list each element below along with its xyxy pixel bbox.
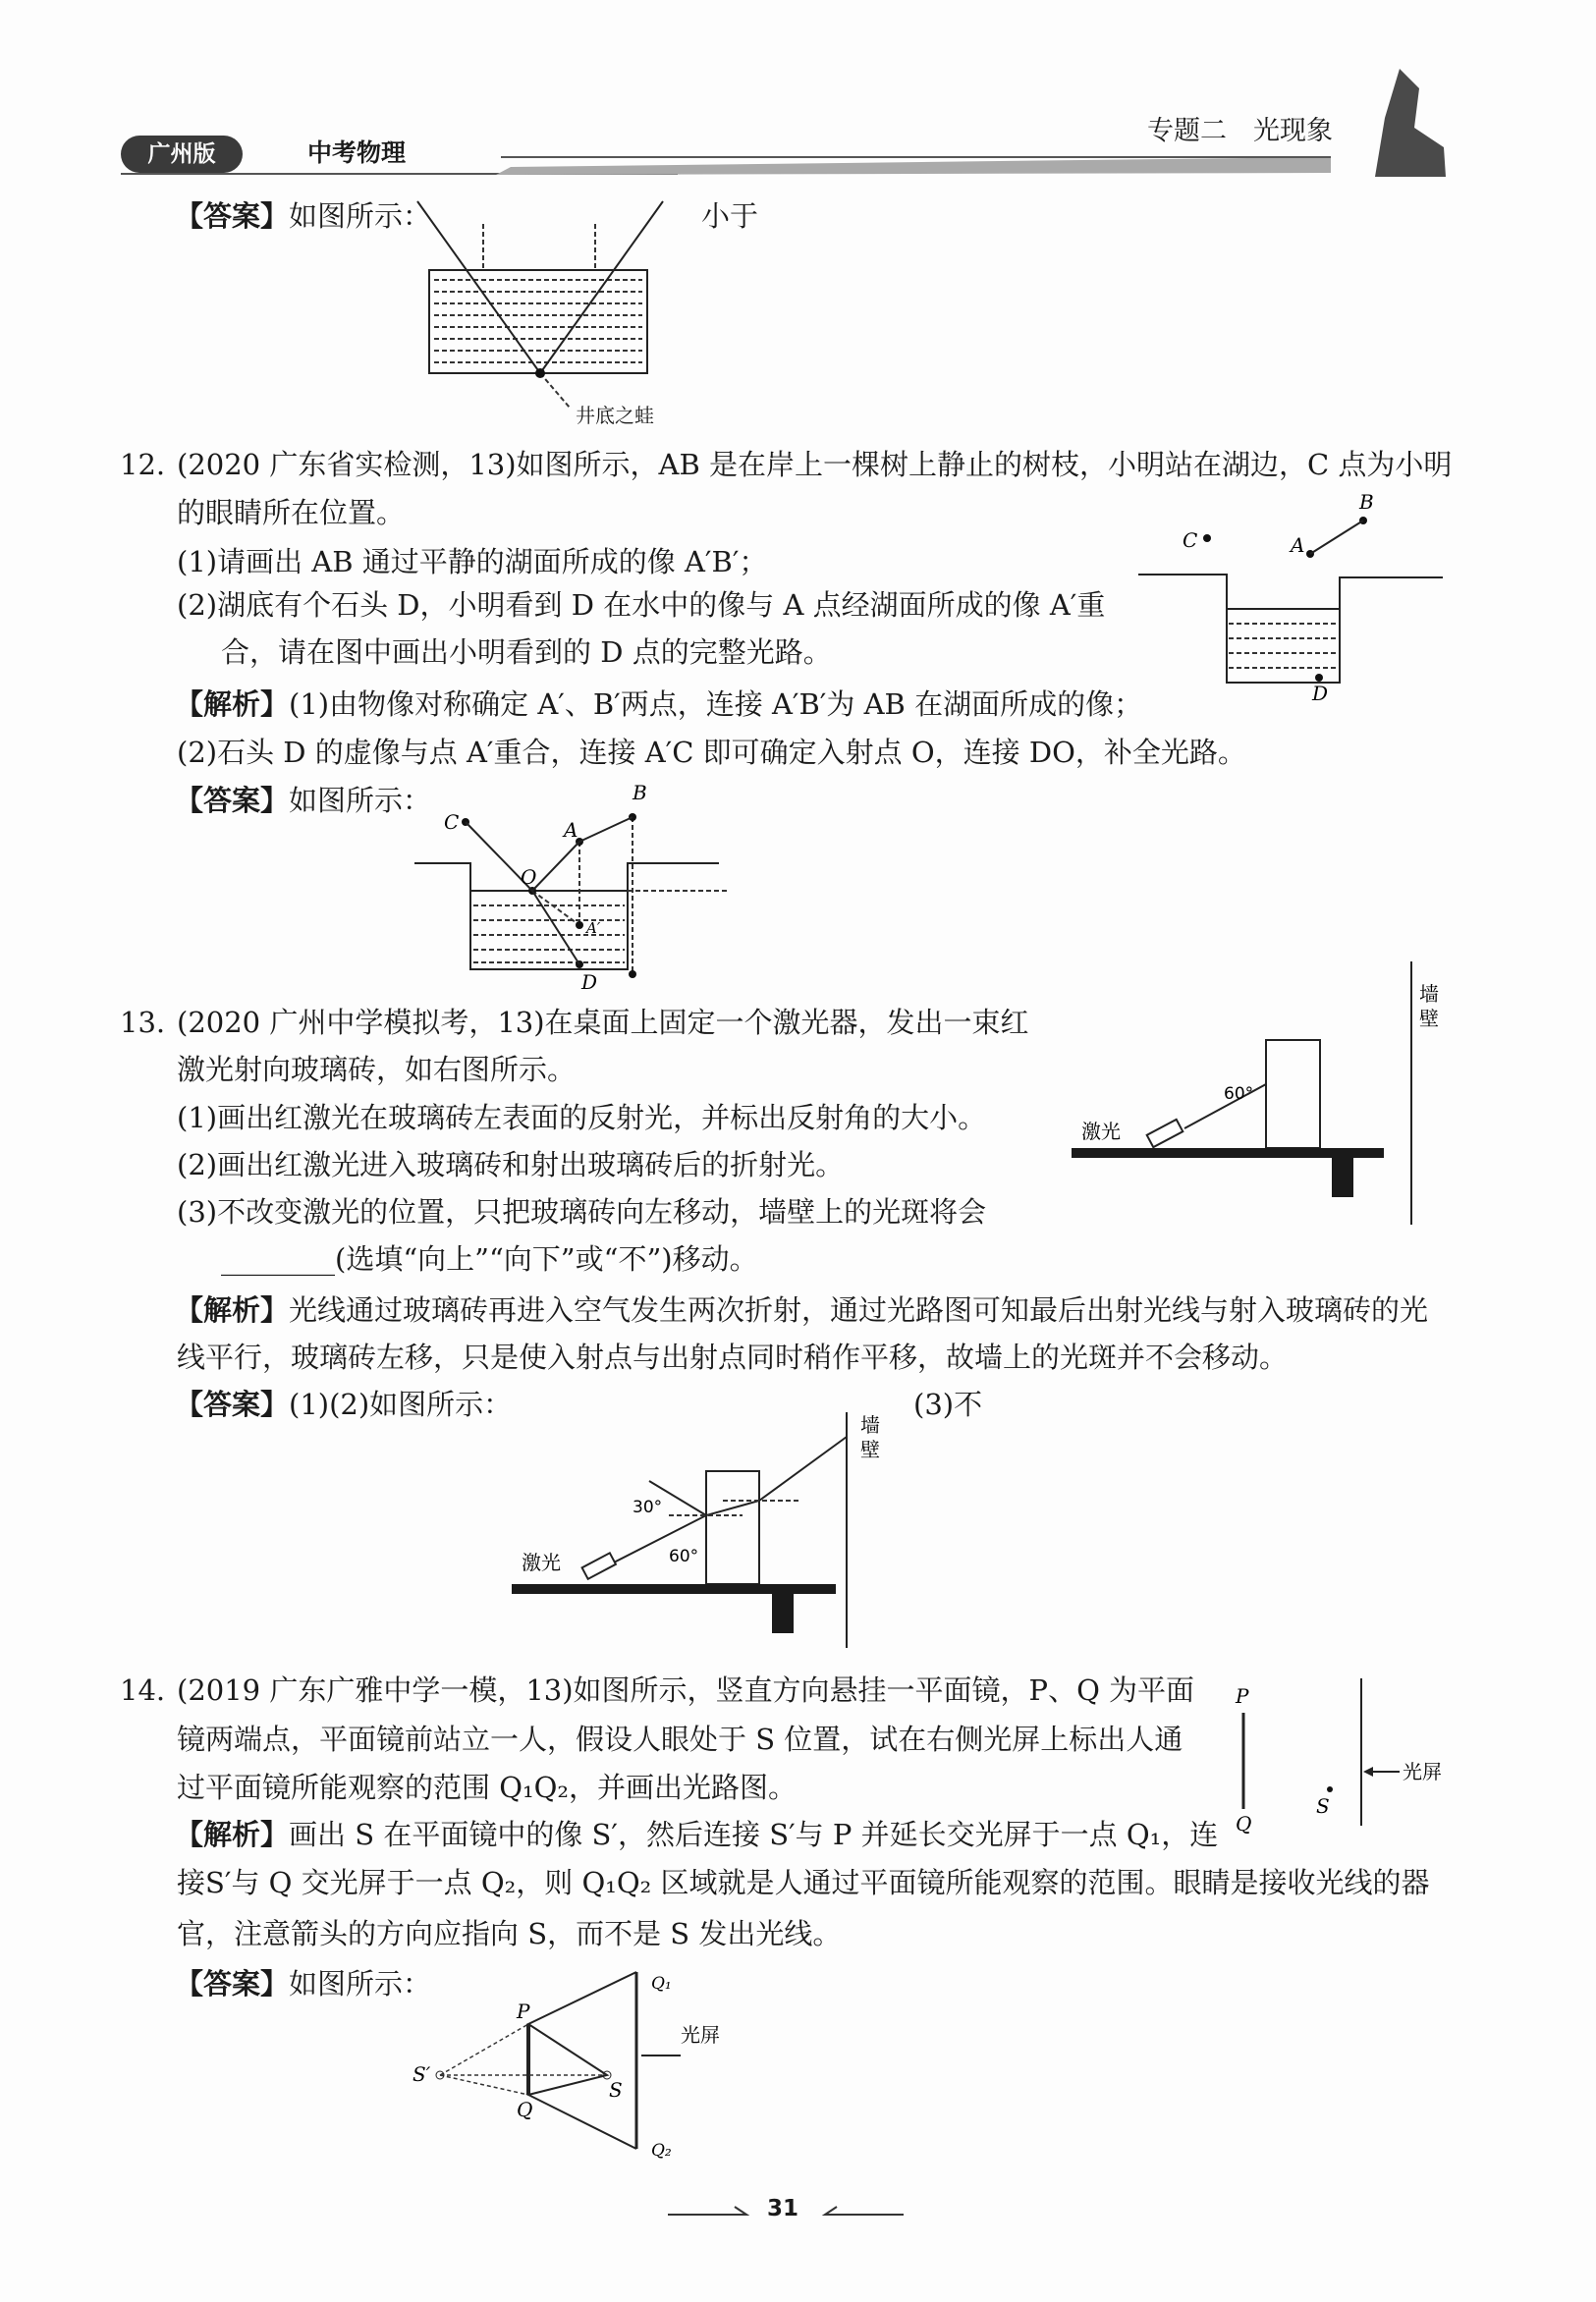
q14-line: 镜两端点，平面镜前站立一人，假设人眼处于 S 位置，试在右侧光屏上标出人通 [177,1723,1183,1756]
angle-label: 60° [1224,1084,1254,1104]
q14-line: 过平面镜所能观察的范围 Q₁Q₂，并画出光路图。 [177,1771,798,1804]
analysis-text: (2)石头 D 的虚像与点 A′重合，连接 A′C 即可确定入射点 O，连接 DO，补全光路。 [177,736,1246,769]
label-P: P [1236,1684,1249,1708]
analysis-text: 接S′与 Q 交光屏于一点 Q₂，则 Q₁Q₂ 区域就是人通过平面镜所能观察的范围。眼睛是接收光线的器 [177,1866,1430,1899]
label-C: C [1183,528,1198,552]
mirror-answer-diagram [411,1967,735,2159]
q12-line: 合，请在图中画出小明看到的 D 点的完整光路。 [221,635,832,669]
label-D: D [1312,682,1329,705]
laser-question-diagram [1072,961,1455,1227]
label-A: A [564,818,578,842]
screen-label: 光屏 [681,2023,720,2047]
label-O: O [521,865,537,889]
mirror-question-diagram [1228,1673,1454,1836]
page-number: 31 [767,2196,799,2221]
label-D: D [581,970,598,994]
analysis-text: 官，注意箭头的方向应指向 S，而不是 S 发出光线。 [177,1917,842,1950]
laser-label: 激光 [522,1551,561,1574]
answer-label: 【答案】 [175,1388,290,1421]
fig-caption: 井底之蛙 [576,404,654,427]
q12-line: (2020 广东省实检测，13)如图所示，AB 是在岸上一棵树上静止的树枝，小明站在湖边，C 点为小明 [177,448,1453,481]
answer-label: 【答案】 [175,199,290,233]
edition-badge: 广州版 [121,136,243,173]
label-Q: Q [517,2098,533,2121]
answer-label: 【答案】 [175,784,290,817]
q13-line: ________(选填“向上”“向下”或“不”)移动。 [221,1242,758,1276]
wall-label: 壁 [1419,1007,1439,1030]
label-B: B [633,781,647,804]
analysis-text: 线平行，玻璃砖左移，只是使入射点与出射点同时稍作平移，故墙上的光斑并不会移动。 [177,1341,1289,1374]
header-rule [0,0,1596,196]
wall-label: 墙 [1419,982,1439,1006]
q14-line: (2019 广东广雅中学一模，13)如图所示，竖直方向悬挂一平面镜，P、Q 为平面 [177,1673,1195,1707]
label-Q: Q [1236,1812,1252,1836]
answer-value: (3)不 [913,1388,983,1421]
angle-30-label: 30° [633,1498,663,1517]
analysis-text: (1)由物像对称确定 A′、B′两点，连接 A′B′为 AB 在湖面所成的像； [289,687,1143,721]
label-Q1: Q₁ [651,1974,672,1994]
analysis-text: 画出 S 在平面镜中的像 S′，然后连接 S′与 P 并延长交光屏于一点 Q₁，连 [289,1818,1219,1851]
q13-line: (1)画出红激光在玻璃砖左表面的反射光，并标出反射角的大小。 [177,1101,987,1134]
topic-title: 专题二 光现象 [1147,116,1333,146]
lake-answer-diagram [414,778,748,1004]
q13-line: (3)不改变激光的位置，只把玻璃砖向左移动，墙壁上的光斑将会 [177,1195,987,1229]
laser-answer-diagram [507,1402,919,1658]
analysis-label: 【解析】 [175,1293,290,1327]
q12-line: (2)湖底有个石头 D，小明看到 D 在水中的像与 A 点经湖面所成的像 A′重 [177,588,1106,622]
angle-60-label: 60° [669,1547,699,1566]
ram-logo-icon [1375,69,1446,177]
well-frog-diagram [413,196,668,432]
answer-text: 如图所示： [289,1967,432,2001]
answer-text: (1)(2)如图所示： [289,1388,513,1421]
wall-label: 墙 [860,1413,880,1437]
analysis-text: 光线通过玻璃砖再进入空气发生两次折射，通过光路图可知最后出射光线与射入玻璃砖的光 [289,1293,1429,1327]
laser-icon [1147,1120,1183,1147]
label-A-prime: A′ [586,919,601,937]
analysis-label: 【解析】 [175,687,290,721]
label-P: P [517,2000,530,2023]
answer-text: 如图所示： [289,784,432,817]
label-S: S [1316,1794,1330,1818]
answer-label: 【答案】 [175,1967,290,2001]
lake-question-diagram [1138,491,1453,707]
wall-label: 壁 [860,1438,880,1461]
q12-line: (1)请画出 AB 通过平静的湖面所成的像 A′B′； [177,545,768,578]
q12-line: 的眼睛所在位置。 [177,496,406,529]
q13-number: 13. [120,1006,166,1039]
label-B: B [1359,490,1374,514]
screen-label: 光屏 [1403,1760,1442,1783]
label-Q2: Q₂ [651,2141,672,2161]
label-S: S [609,2078,623,2102]
label-A: A [1291,533,1305,557]
q13-line: 激光射向玻璃砖，如右图所示。 [177,1053,577,1086]
answer-value: 小于 [701,199,759,233]
q14-number: 14. [120,1673,166,1707]
label-C: C [444,810,460,834]
q12-number: 12. [120,448,166,481]
label-S-prime: S′ [413,2062,431,2086]
q13-line: (2)画出红激光进入玻璃砖和射出玻璃砖后的折射光。 [177,1148,845,1181]
answer-text: 如图所示： [289,199,432,233]
analysis-label: 【解析】 [175,1818,290,1851]
q13-line: (2020 广州中学模拟考，13)在桌面上固定一个激光器，发出一束红 [177,1006,1029,1039]
subject-title: 中考物理 [307,138,407,167]
laser-label: 激光 [1081,1120,1121,1143]
